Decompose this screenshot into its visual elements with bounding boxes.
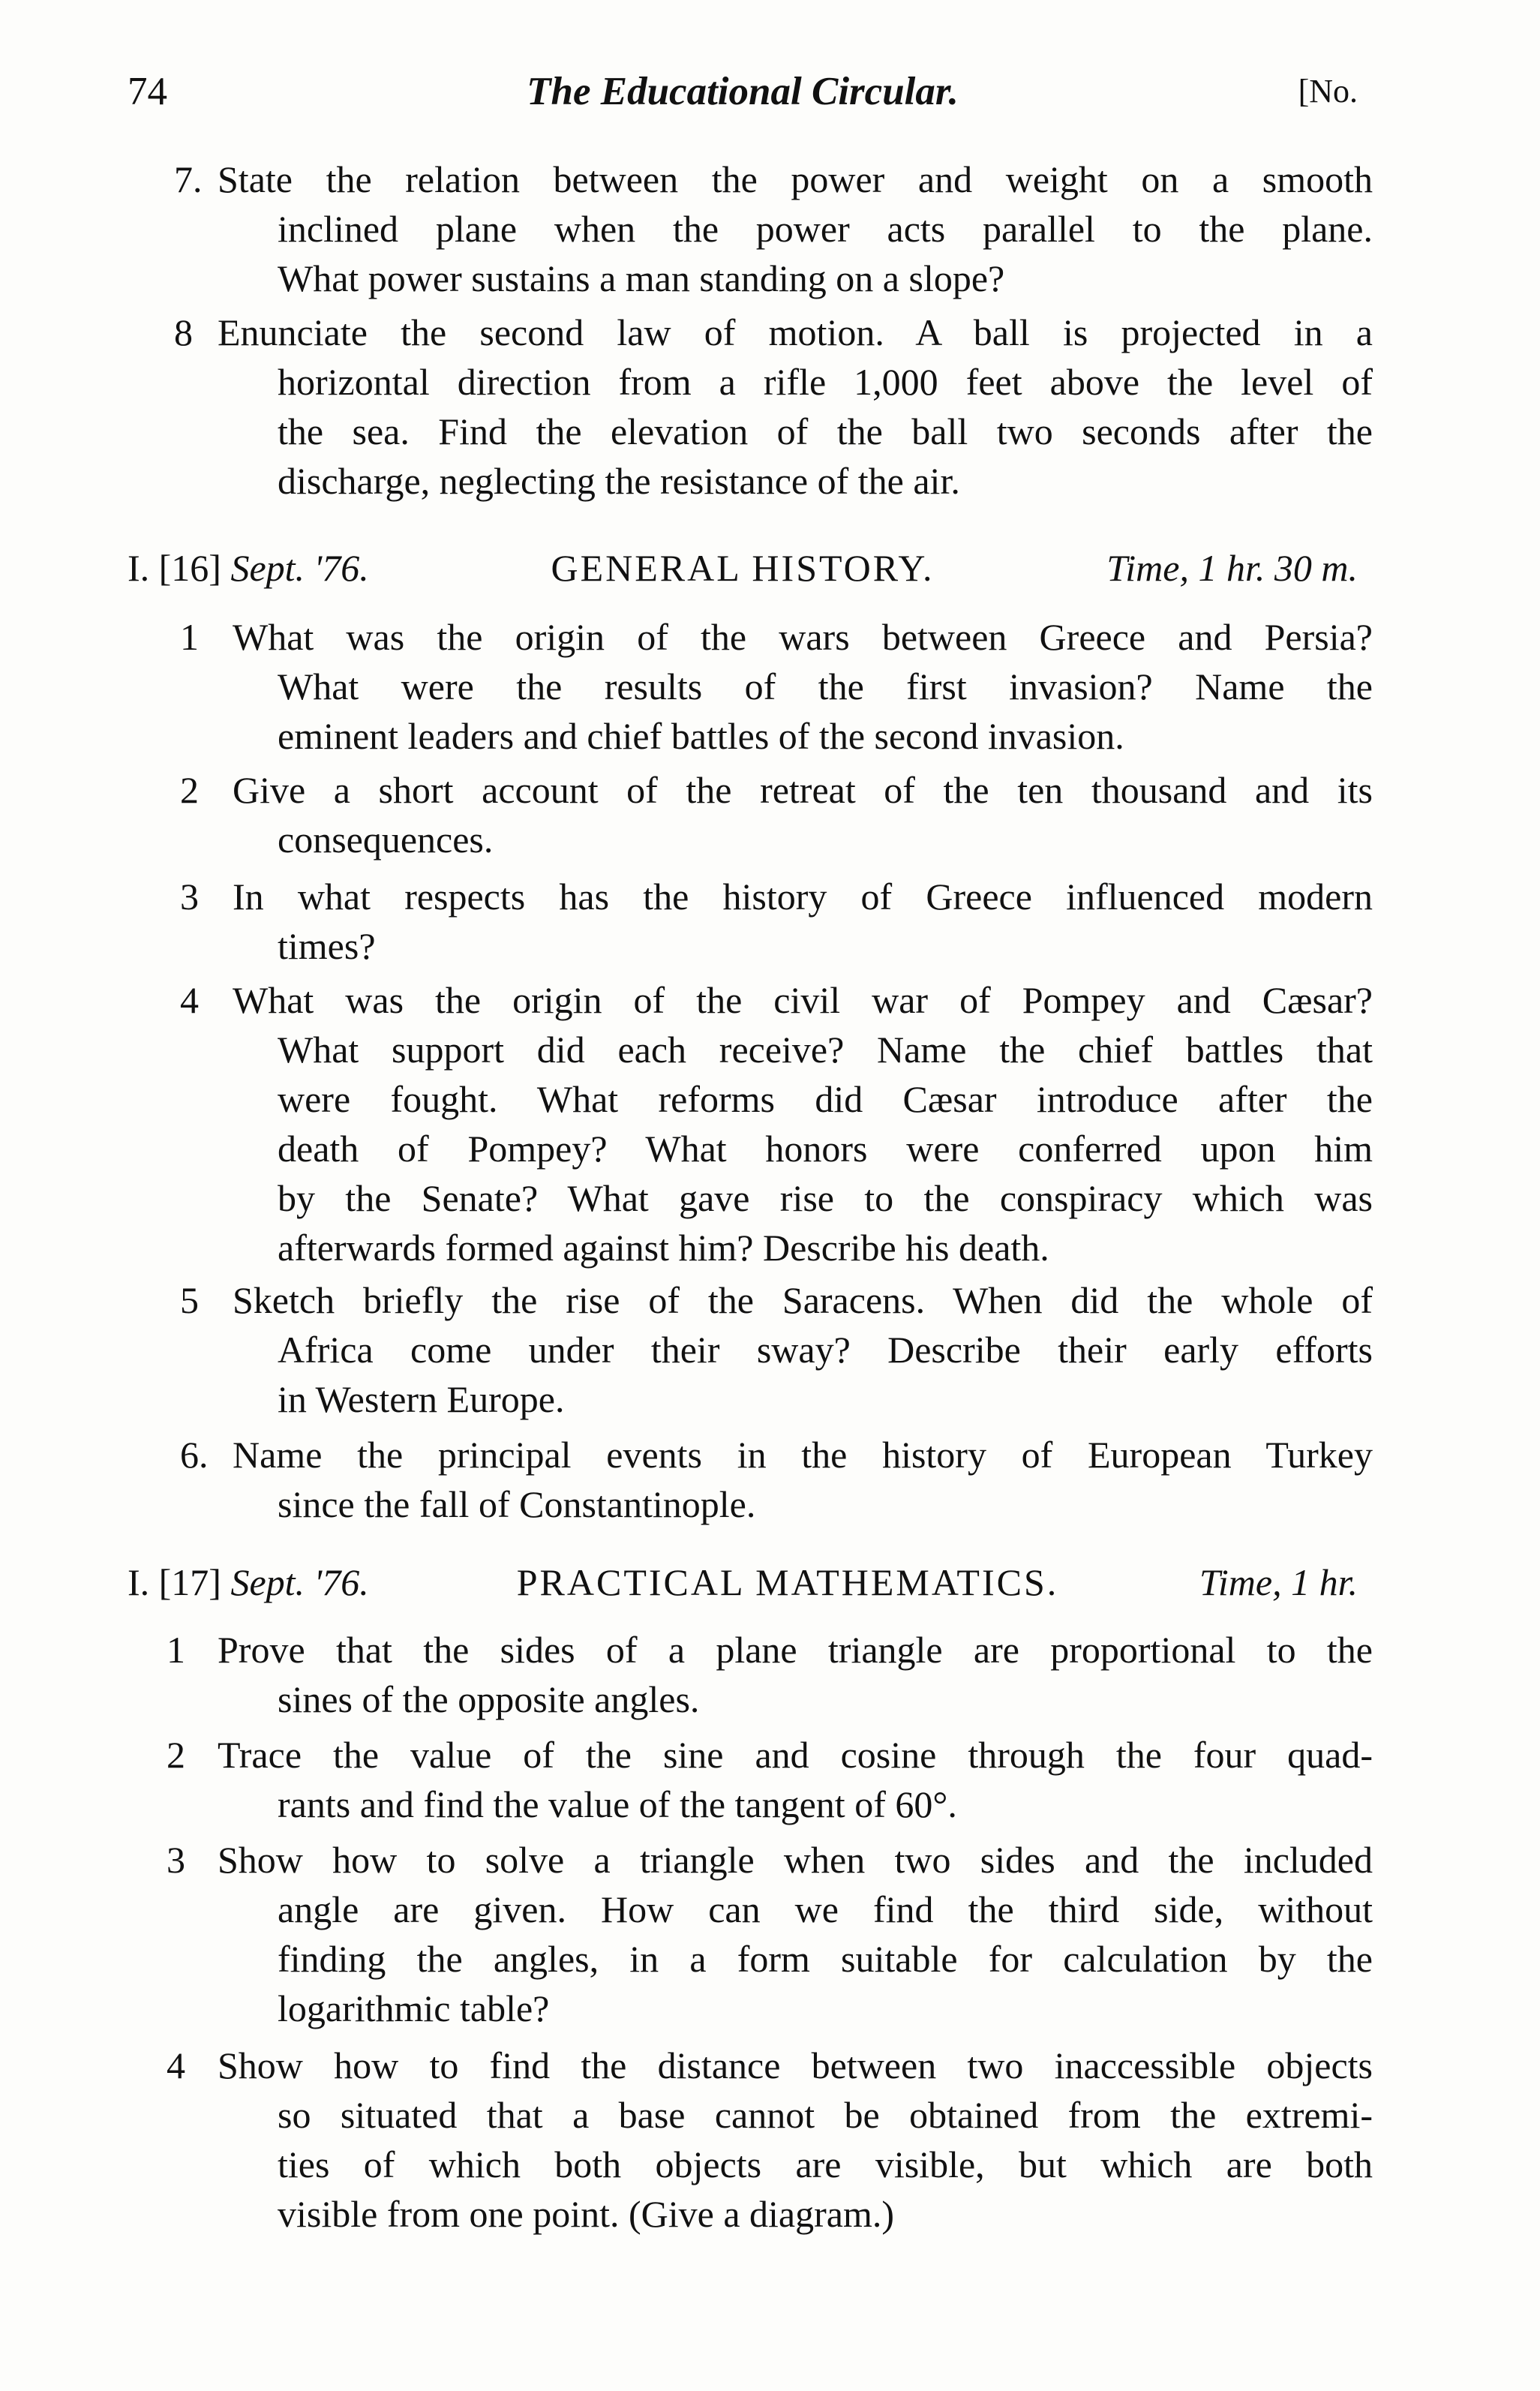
question-line: Name the principal events in the history of European Turkey <box>233 1434 1373 1476</box>
question-number: 8 <box>174 311 193 353</box>
question-line: since the fall of Constantinople. <box>278 1483 756 1525</box>
question-line: State the relation between the power and weight on a smooth <box>218 158 1373 200</box>
question-number: 2 <box>180 769 199 811</box>
question-line: Show how to find the distance between two inaccessible objects <box>218 2044 1373 2086</box>
question-line: What support did each receive? Name the chief battles that <box>278 1029 1373 1071</box>
question-line: horizontal direction from a rifle 1,000 feet above the level of <box>278 361 1373 403</box>
question-number: 3 <box>180 876 199 918</box>
history-question-3 <box>143 872 1373 971</box>
section-number: I. [16] <box>128 547 221 589</box>
question-line: death of Pompey? What honors were conferred upon him <box>278 1128 1373 1170</box>
history-question-6 <box>143 1430 1373 1529</box>
question-line: sines of the opposite angles. <box>278 1678 700 1720</box>
section-number: I. [17] <box>128 1561 221 1603</box>
question-line: rants and find the value of the tangent of 60°. <box>278 1783 957 1825</box>
question-number: 1 <box>180 616 199 658</box>
question-line: finding the angles, in a form suitable for calculation by the <box>278 1938 1373 1980</box>
section-time: Time, 1 hr. 30 m. <box>1106 547 1358 589</box>
question-line: were fought. What reforms did Cæsar introduce after the <box>278 1078 1373 1120</box>
history-question-5 <box>143 1275 1373 1424</box>
question-line: eminent leaders and chief battles of the second invasion. <box>278 715 1124 757</box>
question-line: the sea. Find the elevation of the ball two seconds after the <box>278 410 1373 452</box>
question-line: visible from one point. (Give a diagram.) <box>278 2193 894 2235</box>
section-subject: PRACTICAL MATHEMATICS. <box>516 1561 1059 1603</box>
question-line: so situated that a base cannot be obtained from the extremi- <box>278 2094 1373 2136</box>
question-line: logarithmic table? <box>278 1987 550 2029</box>
question-line: ties of which both objects are visible, but which are both <box>278 2143 1373 2185</box>
section-subject: GENERAL HISTORY. <box>551 547 935 589</box>
question-number: 7. <box>174 158 203 200</box>
page-number: 74 <box>128 70 167 113</box>
question-line: What were the results of the first invasion? Name the <box>278 665 1373 707</box>
question-number: 5 <box>180 1279 199 1321</box>
section-time: Time, 1 hr. <box>1199 1561 1358 1603</box>
question-line: inclined plane when the power acts parallel to the plane. <box>278 208 1373 250</box>
question-line: What power sustains a man standing on a slope? <box>278 257 1005 299</box>
history-question-2 <box>143 765 1373 864</box>
section-heading-general-history <box>128 546 1358 599</box>
history-question-4 <box>143 975 1373 1272</box>
math-question-4 <box>143 2041 1373 2239</box>
page-header <box>128 69 1358 129</box>
question-line: Sketch briefly the rise of the Saracens. When did the whole of <box>233 1279 1373 1321</box>
question-line: consequences. <box>278 819 494 861</box>
question-line: Africa come under their sway? Describe their early efforts <box>278 1329 1373 1371</box>
math-question-2 <box>143 1730 1373 1829</box>
question-number: 2 <box>167 1734 185 1776</box>
question-line: Prove that the sides of a plane triangle are proportional to the <box>218 1629 1373 1671</box>
question-line: In what respects has the history of Greece influenced modern <box>233 876 1373 918</box>
section-date: Sept. '76. <box>230 547 369 589</box>
question-line: Show how to solve a triangle when two sides and the included <box>218 1839 1373 1881</box>
question-number: 4 <box>180 979 199 1021</box>
question-number: 1 <box>167 1629 185 1671</box>
math-question-1 <box>143 1625 1373 1724</box>
math-question-3 <box>143 1835 1373 2033</box>
journal-title: The Educational Circular. <box>527 70 959 113</box>
question-line: What was the origin of the civil war of Pompey and Cæsar? <box>233 979 1373 1021</box>
question-line: times? <box>278 925 376 967</box>
section-date: Sept. '76. <box>230 1561 369 1603</box>
question-line: in Western Europe. <box>278 1378 565 1420</box>
question-line: What was the origin of the wars between Greece and Persia? <box>233 616 1373 658</box>
question-line: Give a short account of the retreat of the ten thousand and its <box>233 769 1373 811</box>
question-number: 4 <box>167 2044 185 2086</box>
question-line: Trace the value of the sine and cosine through the four quad- <box>218 1734 1373 1776</box>
question-line: discharge, neglecting the resistance of the air. <box>278 460 960 502</box>
question-number: 3 <box>167 1839 185 1881</box>
question-line: afterwards formed against him? Describe his death. <box>278 1227 1049 1269</box>
question-8 <box>143 308 1373 506</box>
section-heading-practical-mathematics <box>128 1560 1358 1613</box>
question-line: Enunciate the second law of motion. A ball is projected in a <box>218 311 1373 353</box>
question-7 <box>143 155 1373 303</box>
question-line: angle are given. How can we find the third side, without <box>278 1888 1373 1930</box>
question-line: by the Senate? What gave rise to the conspiracy which was <box>278 1177 1373 1219</box>
issue-mark: [No. <box>1298 73 1358 110</box>
history-question-1 <box>143 612 1373 761</box>
question-number: 6. <box>180 1434 209 1476</box>
